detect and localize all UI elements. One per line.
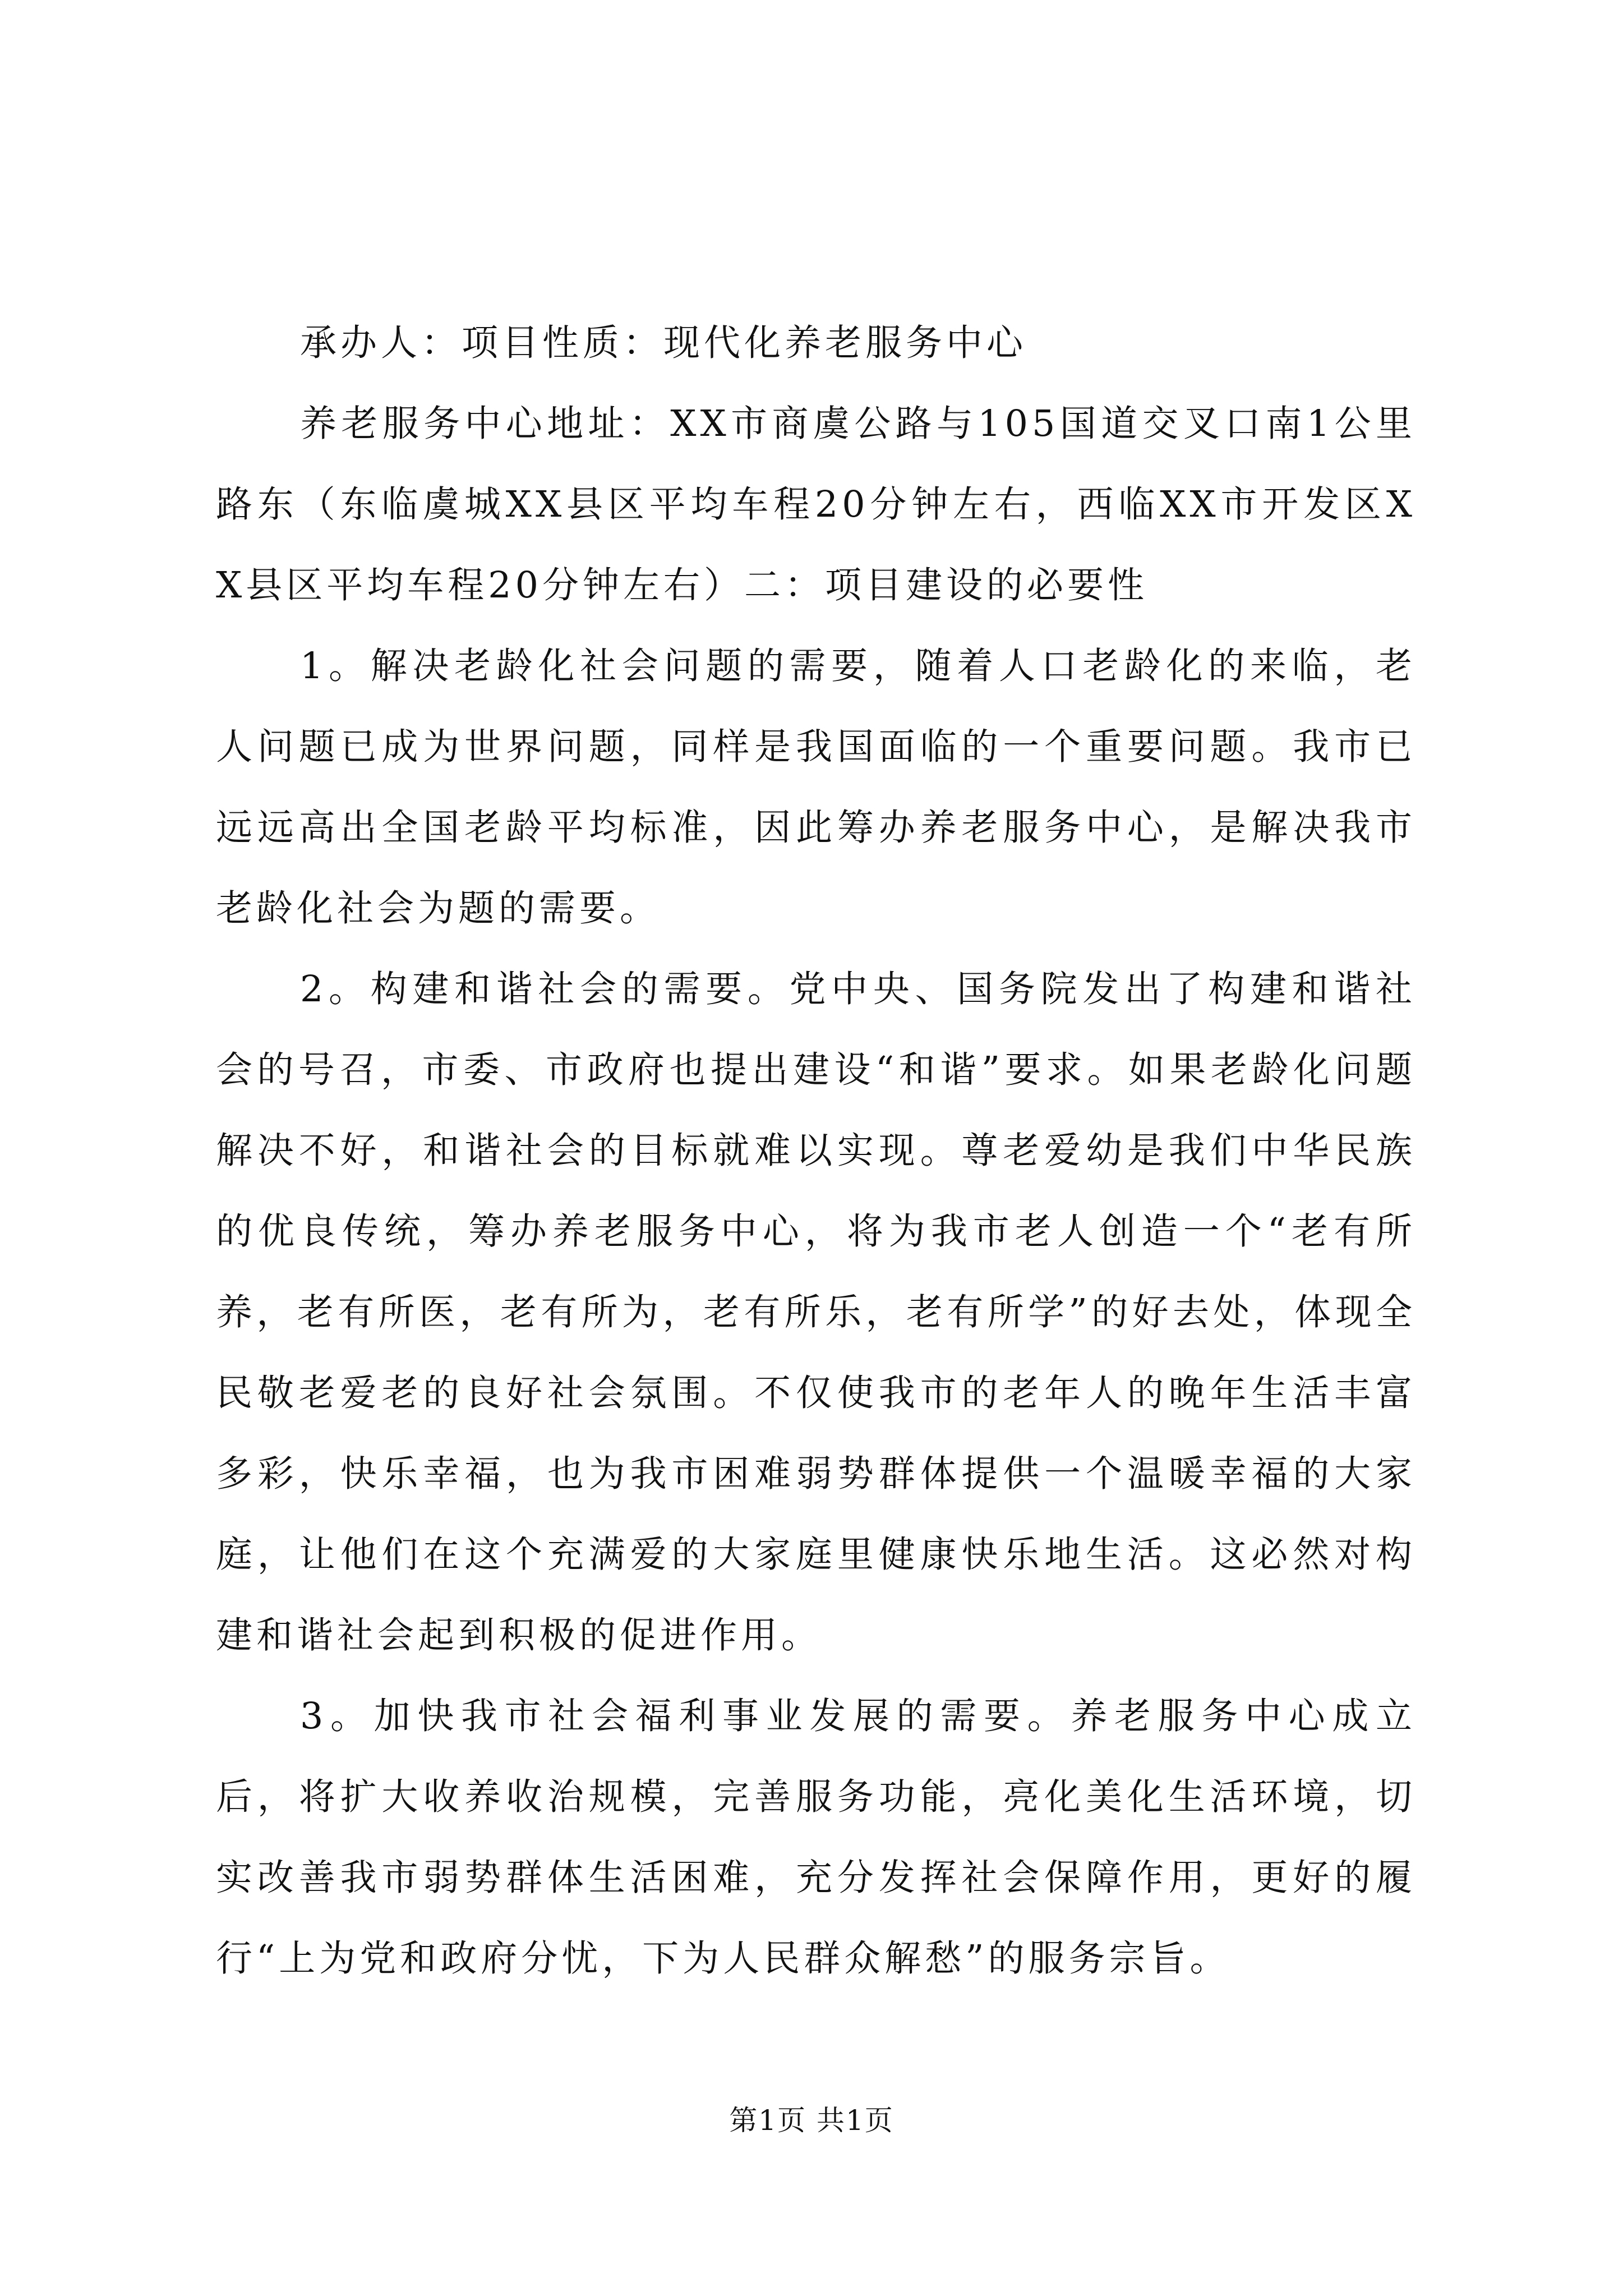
paragraph-harmonious-society: 2。构建和谐社会的需要。党中央、国务院发出了构建和谐社会的号召，市委、市政府也提出建设“和谐”要求。如果老龄化问题解决不好，和谐社会的目标就难以实现。尊老爱幼是我们中华民族的优良传统，筹办养老服务中心，将为我市老人创造一个“老有所养，老有所医，老有所为，老有所乐，老有所学”的好去处，体现全民敬老爱老的良好社会氛围。不仅使我市的老年人的晚年生活丰富多彩，快乐幸福，也为我市困难弱势群体提供一个温暖幸福的大家庭，让他们在这个充满爱的大家庭里健康快乐地生活。这必然对构建和谐社会起到积极的促进作用。 [216, 968, 1416, 1657]
paragraph-project-info: 承办人：项目性质：现代化养老服务中心 [300, 322, 1027, 364]
page-number-footer: 第1页 共1页 [729, 2104, 894, 2137]
paragraph-address: 养老服务中心地址：XX市商虞公路与105国道交叉口南1公里路东（东临虞城XX县区平均车程20分钟左右，西临XX市开发区XX县区平均车程20分钟左右）二：项目建设的必要性 [216, 403, 1416, 606]
document-body [216, 303, 1416, 1999]
paragraph-social-welfare: 3。加快我市社会福利事业发展的需要。养老服务中心成立后，将扩大收养收治规模，完善服务功能，亮化美化生活环境，切实改善我市弱势群体生活困难，充分发挥社会保障作用，更好的履行“上为党和政府分忧，下为人民群众解愁”的服务宗旨。 [216, 1695, 1416, 1980]
paragraph-aging-society: 1。解决老龄化社会问题的需要，随着人口老龄化的来临，老人问题已成为世界问题，同样是我国面临的一个重要问题。我市已远远高出全国老龄平均标准，因此筹办养老服务中心，是解决我市老龄化社会为题的需要。 [216, 645, 1416, 930]
